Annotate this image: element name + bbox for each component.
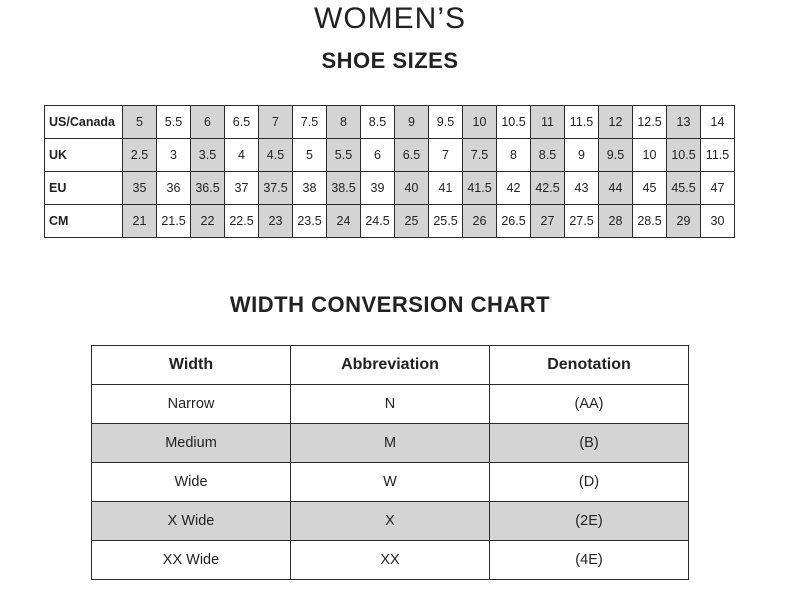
denotation-cell: (AA) xyxy=(490,385,689,424)
abbreviation-cell: X xyxy=(291,502,490,541)
size-cell: 11.5 xyxy=(565,106,599,139)
size-cell: 3.5 xyxy=(191,139,225,172)
size-cell: 2.5 xyxy=(123,139,157,172)
width-cell: Narrow xyxy=(92,385,291,424)
width-cell: Medium xyxy=(92,424,291,463)
size-cell: 28 xyxy=(599,205,633,238)
size-cell: 6.5 xyxy=(395,139,429,172)
size-cell: 9 xyxy=(565,139,599,172)
size-cell: 26.5 xyxy=(497,205,531,238)
row-label: US/Canada xyxy=(45,106,123,139)
column-header-denotation: Denotation xyxy=(490,346,689,385)
width-row-narrow xyxy=(92,385,689,424)
size-cell: 7.5 xyxy=(463,139,497,172)
size-cell: 27 xyxy=(531,205,565,238)
size-cell: 8.5 xyxy=(531,139,565,172)
row-label: UK xyxy=(45,139,123,172)
row-label: CM xyxy=(45,205,123,238)
size-cell: 44 xyxy=(599,172,633,205)
abbreviation-cell: N xyxy=(291,385,490,424)
size-cell: 5 xyxy=(123,106,157,139)
size-cell: 21 xyxy=(123,205,157,238)
size-cell: 7.5 xyxy=(293,106,327,139)
size-cell: 4 xyxy=(225,139,259,172)
size-cell: 7 xyxy=(259,106,293,139)
size-cell: 42 xyxy=(497,172,531,205)
size-cell: 22 xyxy=(191,205,225,238)
size-cell: 24.5 xyxy=(361,205,395,238)
size-cell: 7 xyxy=(429,139,463,172)
size-cell: 12 xyxy=(599,106,633,139)
denotation-cell: (4E) xyxy=(490,541,689,580)
size-cell: 30 xyxy=(701,205,735,238)
size-cell: 5.5 xyxy=(327,139,361,172)
size-cell: 24 xyxy=(327,205,361,238)
size-cell: 21.5 xyxy=(157,205,191,238)
size-cell: 39 xyxy=(361,172,395,205)
size-cell: 25 xyxy=(395,205,429,238)
width-row-x-wide xyxy=(92,502,689,541)
size-cell: 8.5 xyxy=(361,106,395,139)
size-cell: 8 xyxy=(327,106,361,139)
size-row-cm xyxy=(45,205,735,238)
size-cell: 36 xyxy=(157,172,191,205)
size-cell: 10.5 xyxy=(667,139,701,172)
width-cell: X Wide xyxy=(92,502,291,541)
size-cell: 38 xyxy=(293,172,327,205)
size-cell: 13 xyxy=(667,106,701,139)
size-cell: 45 xyxy=(633,172,667,205)
size-cell: 35 xyxy=(123,172,157,205)
size-row-uk xyxy=(45,139,735,172)
size-conversion-table xyxy=(44,105,735,238)
size-cell: 8 xyxy=(497,139,531,172)
size-cell: 26 xyxy=(463,205,497,238)
size-cell: 4.5 xyxy=(259,139,293,172)
row-label: EU xyxy=(45,172,123,205)
width-conversion-table xyxy=(91,345,689,580)
width-row-medium xyxy=(92,424,689,463)
width-cell: XX Wide xyxy=(92,541,291,580)
size-cell: 6 xyxy=(361,139,395,172)
width-row-xx-wide xyxy=(92,541,689,580)
abbreviation-cell: M xyxy=(291,424,490,463)
size-cell: 47 xyxy=(701,172,735,205)
denotation-cell: (2E) xyxy=(490,502,689,541)
size-cell: 29 xyxy=(667,205,701,238)
size-cell: 40 xyxy=(395,172,429,205)
abbreviation-cell: W xyxy=(291,463,490,502)
size-cell: 9 xyxy=(395,106,429,139)
size-cell: 23 xyxy=(259,205,293,238)
size-cell: 41.5 xyxy=(463,172,497,205)
size-cell: 14 xyxy=(701,106,735,139)
size-row-us-canada xyxy=(45,106,735,139)
size-cell: 36.5 xyxy=(191,172,225,205)
page-title: WOMEN’S xyxy=(314,2,466,35)
size-cell: 10 xyxy=(633,139,667,172)
size-cell: 38.5 xyxy=(327,172,361,205)
column-header-width: Width xyxy=(92,346,291,385)
shoe-sizes-heading: SHOE SIZES xyxy=(321,48,459,73)
size-cell: 23.5 xyxy=(293,205,327,238)
column-header-abbreviation: Abbreviation xyxy=(291,346,490,385)
denotation-cell: (D) xyxy=(490,463,689,502)
size-cell: 27.5 xyxy=(565,205,599,238)
width-row-wide xyxy=(92,463,689,502)
size-cell: 10 xyxy=(463,106,497,139)
size-cell: 11 xyxy=(531,106,565,139)
size-cell: 9.5 xyxy=(429,106,463,139)
width-header-row xyxy=(92,346,689,385)
size-row-eu xyxy=(45,172,735,205)
size-cell: 12.5 xyxy=(633,106,667,139)
size-cell: 10.5 xyxy=(497,106,531,139)
size-cell: 11.5 xyxy=(701,139,735,172)
size-cell: 37 xyxy=(225,172,259,205)
size-cell: 25.5 xyxy=(429,205,463,238)
size-cell: 45.5 xyxy=(667,172,701,205)
size-cell: 3 xyxy=(157,139,191,172)
abbreviation-cell: XX xyxy=(291,541,490,580)
size-cell: 42.5 xyxy=(531,172,565,205)
size-cell: 5 xyxy=(293,139,327,172)
size-cell: 6 xyxy=(191,106,225,139)
size-cell: 28.5 xyxy=(633,205,667,238)
size-cell: 43 xyxy=(565,172,599,205)
size-cell: 37.5 xyxy=(259,172,293,205)
size-cell: 22.5 xyxy=(225,205,259,238)
size-cell: 6.5 xyxy=(225,106,259,139)
width-conversion-heading: WIDTH CONVERSION CHART xyxy=(229,292,551,317)
size-cell: 5.5 xyxy=(157,106,191,139)
width-cell: Wide xyxy=(92,463,291,502)
denotation-cell: (B) xyxy=(490,424,689,463)
size-cell: 9.5 xyxy=(599,139,633,172)
size-cell: 41 xyxy=(429,172,463,205)
